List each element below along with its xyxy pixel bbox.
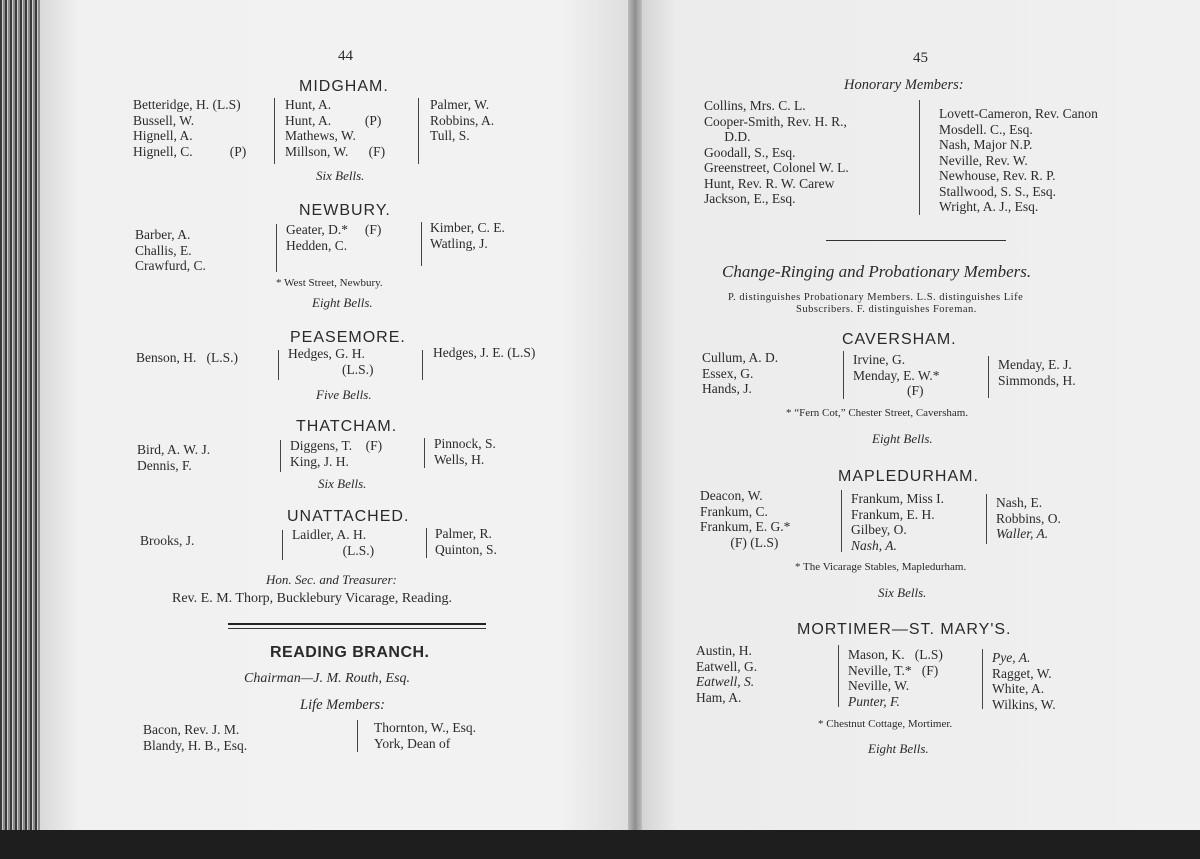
midgham-title: MIDGHAM. — [299, 78, 389, 95]
list-item: Tull, S. — [430, 128, 470, 143]
column-divider — [280, 440, 281, 472]
life-members-col2 — [374, 720, 476, 751]
list-item: Mason, K. (L.S) — [848, 647, 943, 662]
list-item: King, J. H. — [290, 453, 349, 469]
list-item: Hunt, A. (P) — [285, 112, 382, 128]
caversham-title: CAVERSHAM. — [842, 331, 957, 348]
list-item: Wright, A. J., Esq. — [939, 199, 1039, 214]
unattached-col3 — [435, 526, 497, 557]
list-item: Jackson, E., Esq. — [704, 191, 796, 206]
column-divider — [424, 438, 425, 468]
list-item: Ragget, W. — [992, 665, 1052, 681]
column-divider — [274, 98, 275, 164]
list-item: Diggens, T. (F) — [290, 438, 383, 453]
newbury-col2 — [286, 222, 381, 253]
column-divider — [278, 350, 279, 380]
caversham-col2 — [853, 352, 940, 399]
list-item: Brooks, J. — [140, 533, 195, 548]
unattached-col1 — [140, 533, 194, 549]
list-item: Blandy, H. B., Esq. — [143, 737, 248, 753]
list-item: Betteridge, H. (L.S) — [133, 97, 241, 112]
peasemore-bells: Five Bells. — [316, 387, 372, 402]
list-item: Frankum, E. H. — [851, 506, 935, 522]
list-item: Eatwell, G. — [696, 658, 758, 674]
list-item: Hedges, J. E. (L.S) — [433, 345, 536, 360]
column-divider — [357, 720, 358, 752]
list-item: Frankum, C. — [700, 503, 768, 519]
list-item: Cullum, A. D. — [702, 350, 779, 365]
column-divider — [988, 356, 989, 398]
column-divider — [282, 530, 283, 560]
list-item: Challis, E. — [135, 242, 192, 258]
mapledurham-footnote: * The Vicarage Stables, Mapledurham. — [795, 561, 967, 573]
peasemore-title: PEASEMORE. — [290, 329, 406, 346]
mapledurham-col3 — [996, 495, 1061, 542]
list-item: York, Dean of — [374, 735, 451, 751]
list-item: D.D. — [704, 129, 751, 144]
midgham-col2 — [285, 97, 385, 159]
list-item: Deacon, W. — [700, 488, 763, 503]
secretary-label: Hon. Sec. and Treasurer: — [266, 572, 397, 587]
list-item: (L.S.) — [292, 542, 375, 558]
secretary-name: Rev. E. M. Thorp, Bucklebury Vicarage, Reading. — [172, 591, 452, 606]
midgham-col1 — [133, 97, 246, 159]
list-item: Stallwood, S. S., Esq. — [939, 183, 1057, 199]
list-item: Simmonds, H. — [998, 372, 1076, 388]
list-item: (F) (L.S) — [700, 534, 779, 550]
mapledurham-title: MAPLEDURHAM. — [838, 468, 979, 485]
list-item: Hunt, Rev. R. W. Carew — [704, 175, 835, 191]
mortimer-title: MORTIMER—ST. MARY'S. — [797, 621, 1012, 638]
list-item: Essex, G. — [702, 365, 754, 381]
unattached-col2 — [292, 527, 374, 558]
mapledurham-bells: Six Bells. — [878, 585, 927, 600]
list-item: Nash, Major N.P. — [939, 137, 1033, 152]
page-number-left: 44 — [338, 48, 353, 64]
peasemore-col3 — [433, 345, 535, 361]
legend-line2: Subscribers. F. distinguishes Foreman. — [796, 304, 977, 315]
list-item: Newhouse, Rev. R. P. — [939, 168, 1056, 183]
list-item: Crawfurd, C. — [135, 258, 206, 273]
list-item: Bussell, W. — [133, 112, 195, 128]
thatcham-col1 — [137, 442, 210, 473]
caversham-footnote: * “Fern Cot,” Chester Street, Caversham. — [786, 407, 969, 419]
list-item: Laidler, A. H. — [292, 527, 367, 542]
page-number-right: 45 — [913, 50, 928, 66]
list-item: Irvine, G. — [853, 352, 906, 367]
midgham-bells: Six Bells. — [316, 168, 365, 183]
list-item: Wells, H. — [434, 451, 485, 467]
list-item: Mathews, W. — [285, 128, 356, 143]
column-divider — [843, 351, 844, 399]
column-divider — [422, 350, 423, 380]
peasemore-col2 — [288, 346, 374, 377]
list-item: Watling, J. — [430, 235, 488, 251]
list-item: Wilkins, W. — [992, 696, 1056, 712]
list-item: Lovett-Cameron, Rev. Canon — [939, 106, 1098, 121]
list-item: Neville, Rev. W. — [939, 152, 1028, 168]
list-item: Hunt, A. — [285, 97, 332, 112]
mortimer-col3 — [992, 650, 1056, 712]
list-item: Palmer, R. — [435, 526, 492, 541]
list-item: Neville, T.* (F) — [848, 662, 939, 678]
mortimer-col1 — [696, 643, 757, 705]
caversham-col3 — [998, 357, 1076, 388]
life-members-col1 — [143, 722, 247, 753]
list-item: Hedges, G. H. — [288, 346, 365, 361]
bottom-shadow — [0, 830, 1200, 859]
column-divider — [986, 494, 987, 544]
newbury-col3 — [430, 220, 505, 251]
list-item: Cooper-Smith, Rev. H. R., — [704, 113, 847, 129]
list-item: Nash, A. — [851, 537, 897, 553]
list-item: Bird, A. W. J. — [137, 442, 211, 457]
list-item: Waller, A. — [996, 526, 1049, 541]
list-item: Menday, E. W.* — [853, 367, 940, 383]
list-item: Punter, F. — [848, 693, 900, 709]
midgham-col3 — [430, 97, 494, 144]
list-item: Nash, E. — [996, 495, 1043, 510]
list-item: White, A. — [992, 681, 1045, 696]
list-item: Quinton, S. — [435, 541, 497, 557]
list-item: Hands, J. — [702, 381, 752, 396]
legend-line1: P. distinguishes Probationary Members. L.S. distinguishes Life — [728, 292, 1024, 303]
thatcham-title: THATCHAM. — [296, 418, 398, 435]
list-item: Ham, A. — [696, 689, 742, 705]
list-item: Pye, A. — [992, 650, 1031, 665]
thatcham-col3 — [434, 436, 496, 467]
list-item: Geater, D.* (F) — [286, 222, 382, 237]
list-item: Millson, W. (F) — [285, 143, 386, 159]
list-item: Mosdell. C., Esq. — [939, 121, 1033, 137]
list-item: Pinnock, S. — [434, 436, 496, 451]
list-item: Frankum, E. G.* — [700, 519, 791, 534]
column-divider — [982, 649, 983, 709]
caversham-bells: Eight Bells. — [872, 431, 933, 446]
life-members-label: Life Members: — [300, 697, 385, 713]
column-divider — [418, 98, 419, 164]
column-divider — [421, 222, 422, 266]
list-item: Goodall, S., Esq. — [704, 144, 796, 160]
list-item: Benson, H. (L.S.) — [136, 350, 238, 365]
double-rule-top — [228, 623, 486, 625]
list-item: Robbins, A. — [430, 112, 495, 128]
newbury-col1 — [135, 227, 206, 274]
list-item: Thornton, W., Esq. — [374, 720, 477, 735]
mapledurham-col2 — [851, 491, 944, 553]
newbury-title: NEWBURY. — [299, 202, 391, 219]
caversham-col1 — [702, 350, 778, 397]
thatcham-col2 — [290, 438, 382, 469]
list-item: Gilbey, O. — [851, 522, 907, 537]
mortimer-bells: Eight Bells. — [868, 741, 929, 756]
unattached-title: UNATTACHED. — [287, 508, 410, 525]
mortimer-col2 — [848, 647, 943, 709]
thatcham-bells: Six Bells. — [318, 476, 367, 491]
list-item: (L.S.) — [288, 361, 374, 377]
list-item: Eatwell, S. — [696, 674, 755, 689]
column-divider — [276, 224, 277, 272]
list-item: Palmer, W. — [430, 97, 490, 112]
honorary-members-label: Honorary Members: — [844, 77, 964, 93]
list-item: Menday, E. J. — [998, 357, 1072, 372]
list-item: Robbins, O. — [996, 510, 1061, 526]
list-item: Austin, H. — [696, 643, 752, 658]
reading-branch-title: READING BRANCH. — [270, 644, 430, 661]
list-item: Hignell, A. — [133, 128, 193, 143]
newbury-footnote: * West Street, Newbury. — [276, 277, 383, 289]
chairman-line: Chairman—J. M. Routh, Esq. — [244, 671, 411, 686]
list-item: Collins, Mrs. C. L. — [704, 98, 806, 113]
mapledurham-col1 — [700, 488, 790, 550]
change-ringing-title: Change-Ringing and Probationary Members. — [722, 262, 1032, 281]
mortimer-footnote: * Chestnut Cottage, Mortimer. — [818, 718, 953, 730]
newbury-bells: Eight Bells. — [312, 295, 373, 310]
list-item: Bacon, Rev. J. M. — [143, 722, 240, 737]
list-item: (F) — [853, 383, 924, 398]
column-divider — [919, 100, 920, 215]
column-divider — [838, 645, 839, 707]
list-item: Dennis, F. — [137, 457, 192, 473]
peasemore-col1 — [136, 350, 238, 366]
double-rule-bottom — [228, 628, 486, 629]
section-rule — [826, 240, 1006, 241]
list-item: Neville, W. — [848, 678, 910, 693]
list-item: Frankum, Miss I. — [851, 491, 945, 506]
honorary-col2 — [939, 106, 1098, 215]
list-item: Kimber, C. E. — [430, 220, 505, 235]
list-item: Hedden, C. — [286, 237, 348, 253]
book-gutter — [628, 0, 642, 830]
honorary-col1 — [704, 98, 849, 207]
column-divider — [426, 528, 427, 558]
list-item: Greenstreet, Colonel W. L. — [704, 160, 849, 175]
list-item: Barber, A. — [135, 227, 191, 242]
list-item: Hignell, C. (P) — [133, 143, 247, 159]
column-divider — [841, 490, 842, 552]
